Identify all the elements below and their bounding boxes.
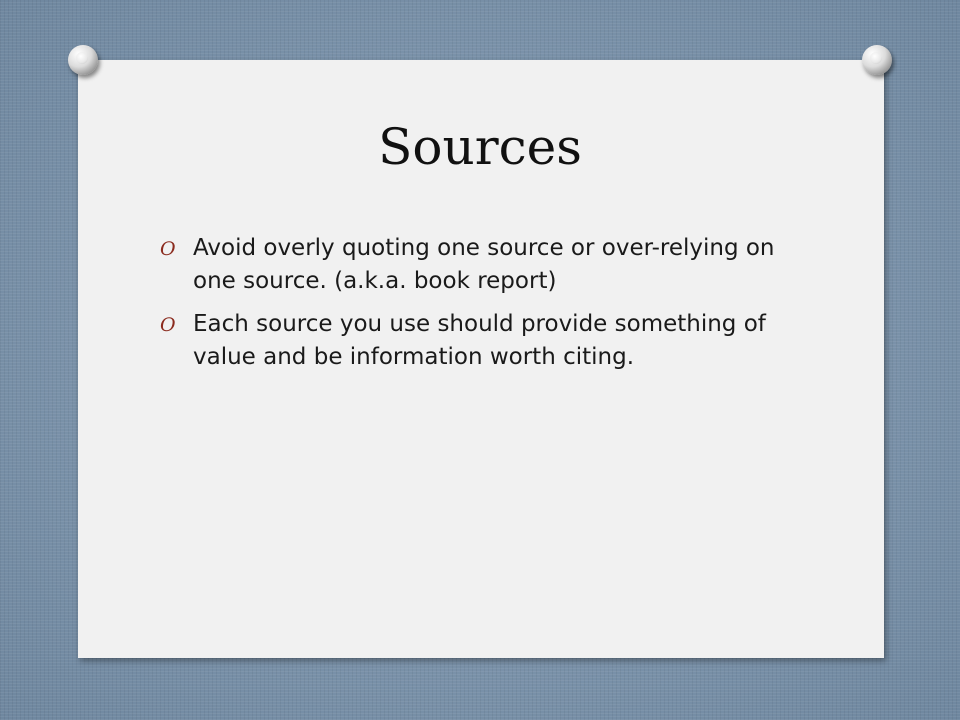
pushpin-icon	[862, 45, 892, 75]
bullet-marker-icon: O	[160, 238, 176, 260]
bullet-item	[160, 308, 790, 374]
pushpin-icon	[68, 45, 98, 75]
bullet-text: Each source you use should provide something of value and be information worth citing.	[193, 311, 766, 370]
bullet-text: Avoid overly quoting one source or over-relying on one source. (a.k.a. book report)	[193, 235, 775, 294]
bullet-list	[160, 232, 790, 384]
slide-title: Sources	[378, 118, 582, 176]
bullet-item	[160, 232, 790, 298]
bullet-marker-icon: O	[160, 314, 176, 336]
